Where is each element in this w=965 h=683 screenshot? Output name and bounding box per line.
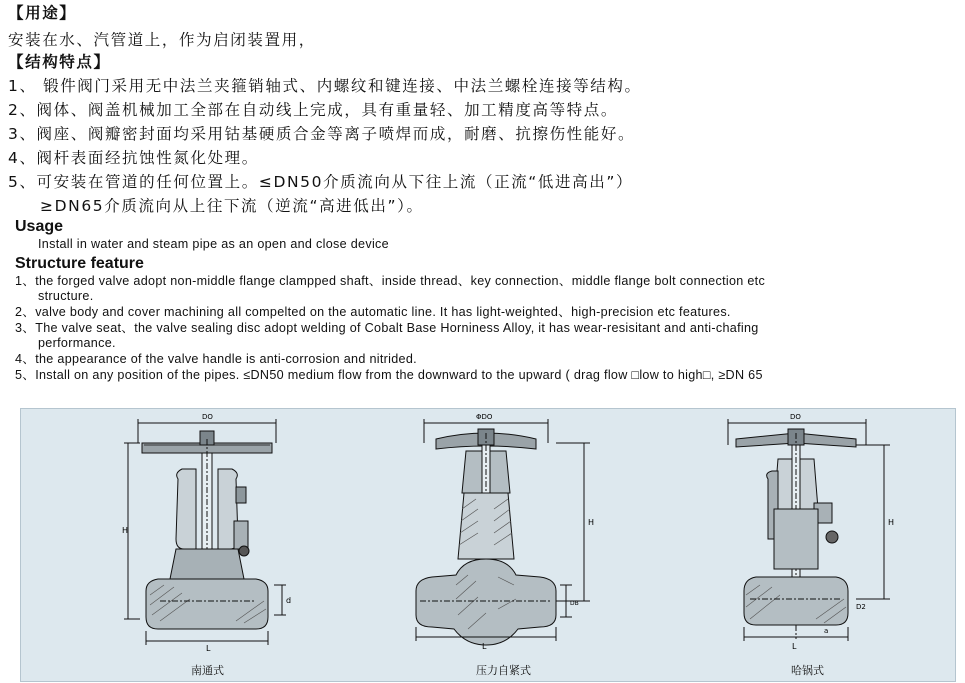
valve-drawing-pressure-seal <box>406 409 606 659</box>
d-label: d <box>286 596 292 605</box>
valve-drawings-panel <box>20 408 956 682</box>
h-label-2: H <box>588 518 595 527</box>
feature-item-en-3: 3、The valve seat、the valve sealing disc adopt welding of Cobalt Base Horniness Alloy, it has wear-resisitant and anti-chafing <box>15 321 759 335</box>
l-label: L <box>206 644 211 653</box>
feature-item-en-2: 2、valve body and cover machining all compelted on the automatic line. It has light-weighted、high-precision etc features. <box>15 305 731 319</box>
feature-item-en-3-cont: performance. <box>38 336 116 350</box>
structure-heading-zh: 【结构特点】 <box>8 53 111 71</box>
l-label-3: L <box>792 642 797 651</box>
usage-heading-zh: 【用途】 <box>8 4 77 22</box>
feature-item-zh-1: 1、 锻件阀门采用无中法兰夹箍销轴式、内螺纹和键连接、中法兰螺栓连接等结构。 <box>8 77 642 95</box>
feature-item-zh-2: 2、阀体、阀盖机械加工全部在自动线上完成，具有重量轻、加工精度高等特点。 <box>8 101 618 119</box>
feature-item-zh-4: 4、阀杆表面经抗蚀性氮化处理。 <box>8 149 259 167</box>
usage-heading-en: Usage <box>15 218 64 235</box>
do-label-3: DO <box>790 413 801 421</box>
h-label: H <box>122 526 129 535</box>
usage-text-en: Install in water and steam pipe as an open and close device <box>38 237 389 251</box>
feature-item-zh-3: 3、阀座、阀瓣密封面均采用钴基硬质合金等离子喷焊而成，耐磨、抗擦伤性能好。 <box>8 125 636 143</box>
feature-item-en-4: 4、the appearance of the valve handle is anti-corrosion and nitrided. <box>15 352 417 366</box>
db-label: DB <box>570 600 579 607</box>
feature-item-en-1: 1、the forged valve adopt non-middle flange clampped shaft、inside thread、key connection、middle flange bolt connection etc <box>15 274 766 288</box>
valve-drawing-haguo <box>716 409 906 659</box>
h-label-3: H <box>888 518 895 527</box>
a-label: a <box>824 627 829 635</box>
valve-drawing-nantong <box>116 409 306 659</box>
phi-do-label: ΦDO <box>476 413 493 421</box>
feature-item-en-1-cont: structure. <box>38 289 94 303</box>
caption-pressure-seal: 压力自紧式 <box>476 664 531 677</box>
caption-nantong: 南通式 <box>191 664 224 677</box>
feature-item-zh-5: 5、可安装在管道的任何位置上。≤DN50介质流向从下往上流（正流“低进高出”） <box>8 173 634 191</box>
do-label: DO <box>202 413 213 421</box>
l-label-2: L <box>482 642 487 651</box>
structure-heading-en: Structure feature <box>15 255 144 272</box>
feature-item-zh-5-cont: ≥DN65介质流向从上往下流（逆流“高进低出”）。 <box>40 197 424 215</box>
usage-text-zh: 安装在水、汽管道上，作为启闭装置用， <box>8 31 316 49</box>
feature-item-en-5: 5、Install on any position of the pipes. ≤DN50 medium flow from the downward to the upward ( drag flow □low to high□, ≥DN 65 <box>15 368 763 382</box>
caption-haguo: 哈锅式 <box>791 664 824 677</box>
d2-label: D2 <box>856 603 866 611</box>
